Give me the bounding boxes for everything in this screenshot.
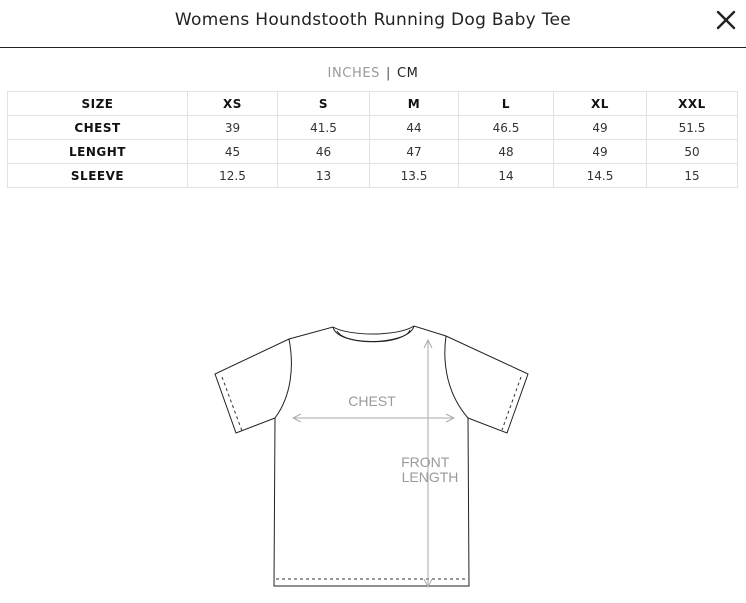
table-cell: 13	[278, 164, 370, 188]
unit-cm-toggle[interactable]: CM	[396, 66, 419, 81]
table-row	[8, 140, 738, 164]
table-header-cell: L	[459, 92, 554, 116]
front-label: FRONT	[401, 454, 450, 470]
table-row	[8, 164, 738, 188]
size-table	[7, 91, 738, 188]
table-header-cell: XXL	[647, 92, 738, 116]
unit-switcher	[0, 66, 746, 81]
table-row	[8, 116, 738, 140]
table-header-cell: SIZE	[8, 92, 188, 116]
front-length-label	[401, 454, 458, 485]
table-cell: 50	[647, 140, 738, 164]
table-cell: 14	[459, 164, 554, 188]
table-cell: 45	[188, 140, 278, 164]
row-label: SLEEVE	[8, 164, 188, 188]
table-cell: 41.5	[278, 116, 370, 140]
tshirt-measurement-diagram	[200, 318, 540, 594]
chest-label: CHEST	[348, 393, 396, 409]
table-cell: 47	[370, 140, 459, 164]
tshirt-outline	[215, 326, 528, 586]
modal-header	[0, 0, 746, 48]
length-label: LENGTH	[401, 469, 459, 485]
table-cell: 49	[554, 116, 647, 140]
close-icon[interactable]	[714, 6, 738, 34]
table-cell: 14.5	[554, 164, 647, 188]
table-cell: 44	[370, 116, 459, 140]
table-header-cell: S	[278, 92, 370, 116]
table-cell: 49	[554, 140, 647, 164]
table-cell: 12.5	[188, 164, 278, 188]
close-button[interactable]	[714, 6, 738, 34]
table-header-cell: XL	[554, 92, 647, 116]
table-cell: 13.5	[370, 164, 459, 188]
row-label: CHEST	[8, 116, 188, 140]
modal-title: Womens Houndstooth Running Dog Baby Tee	[174, 10, 572, 30]
table-header-cell: XS	[188, 92, 278, 116]
unit-inches-toggle[interactable]: INCHES	[327, 66, 380, 81]
table-cell: 39	[188, 116, 278, 140]
table-header-row	[8, 92, 738, 116]
table-cell: 46	[278, 140, 370, 164]
table-cell: 46.5	[459, 116, 554, 140]
table-cell: 51.5	[647, 116, 738, 140]
table-cell: 15	[647, 164, 738, 188]
table-cell: 48	[459, 140, 554, 164]
row-label: LENGHT	[8, 140, 188, 164]
table-header-cell: M	[370, 92, 459, 116]
unit-separator: |	[386, 66, 391, 81]
